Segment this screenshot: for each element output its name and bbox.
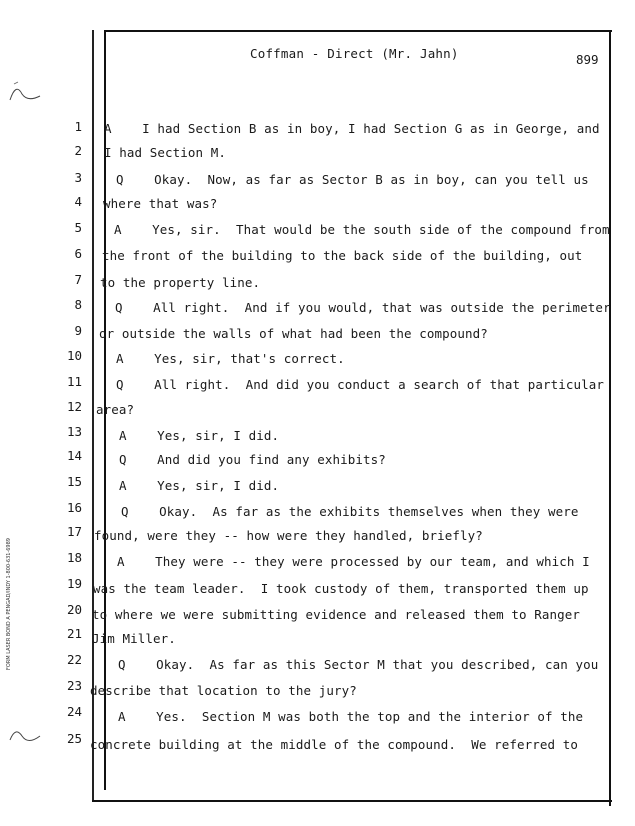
transcript-line: Jim Miller. — [92, 631, 176, 646]
line-number: 8 — [74, 297, 82, 312]
page-border-bottom — [92, 800, 612, 802]
line-number: 16 — [66, 500, 82, 515]
form-sidebar-text: FORM LASER BOND A PENGAD/INDY 1-800-631-6989 — [6, 538, 12, 670]
line-number: 17 — [66, 524, 82, 539]
line-number: 13 — [66, 424, 82, 439]
transcript-line: was the team leader. I took custody of them, transported them up — [93, 581, 589, 596]
transcript-line: Q All right. And did you conduct a search of that particular — [116, 377, 605, 392]
page-header: Coffman - Direct (Mr. Jahn) — [250, 46, 459, 61]
transcript-line: the front of the building to the back side of the building, out — [102, 248, 583, 263]
transcript-line: Q Okay. As far as the exhibits themselves when they were — [121, 504, 579, 519]
line-number: 1 — [74, 119, 82, 134]
transcript-line: A Yes, sir, I did. — [119, 478, 280, 493]
line-number: 22 — [66, 652, 82, 667]
line-number: 19 — [66, 576, 82, 591]
transcript-line: A They were -- they were processed by our team, and which I — [117, 554, 590, 569]
page-border-top — [104, 30, 612, 32]
line-number: 4 — [74, 194, 82, 209]
page-border-right — [609, 30, 611, 806]
line-number: 9 — [74, 323, 82, 338]
line-number: 2 — [74, 143, 82, 158]
line-number: 23 — [66, 678, 82, 693]
line-number: 25 — [66, 731, 82, 746]
line-number: 11 — [66, 374, 82, 389]
line-number: 18 — [66, 550, 82, 565]
transcript-line: found, were they -- how were they handled, briefly? — [94, 528, 483, 543]
transcript-line: Q Okay. Now, as far as Sector B as in boy, can you tell us — [116, 172, 589, 187]
transcript-line: or outside the walls of what had been the compound? — [99, 326, 488, 341]
transcript-line: Q All right. And if you would, that was outside the perimeter — [115, 300, 611, 315]
transcript-line: where that was? — [103, 196, 218, 211]
line-number: 15 — [66, 474, 82, 489]
line-number: 10 — [66, 348, 82, 363]
line-number: 14 — [66, 448, 82, 463]
hole-punch-mark-bottom — [6, 722, 42, 750]
hole-punch-mark-top — [6, 78, 42, 106]
transcript-line: Q Okay. As far as this Sector M that you described, can you — [118, 657, 599, 672]
page-number: 899 — [576, 52, 599, 67]
transcript-line: A Yes. Section M was both the top and the interior of the — [118, 709, 584, 724]
line-number: 21 — [66, 626, 82, 641]
transcript-line: I had Section M. — [104, 145, 227, 160]
transcript-line: describe that location to the jury? — [90, 683, 357, 698]
transcript-line: Q And did you find any exhibits? — [119, 452, 386, 467]
transcript-line: area? — [96, 402, 135, 417]
line-number: 12 — [66, 399, 82, 414]
line-number: 3 — [74, 170, 82, 185]
transcript-line: A Yes, sir, that's correct. — [116, 351, 345, 366]
transcript-line: A I had Section B as in boy, I had Section G as in George, and — [104, 121, 600, 136]
transcript-line: A Yes, sir, I did. — [119, 428, 280, 443]
line-number: 5 — [74, 220, 82, 235]
line-number: 7 — [74, 272, 82, 287]
transcript-line: A Yes, sir. That would be the south side of the compound from — [114, 222, 610, 237]
line-number: 24 — [66, 704, 82, 719]
transcript-line: to where we were submitting evidence and released them to Ranger — [92, 607, 581, 622]
transcript-line: to the property line. — [100, 275, 261, 290]
transcript-line: concrete building at the middle of the compound. We referred to — [90, 737, 579, 752]
line-number: 20 — [66, 602, 82, 617]
line-number: 6 — [74, 246, 82, 261]
